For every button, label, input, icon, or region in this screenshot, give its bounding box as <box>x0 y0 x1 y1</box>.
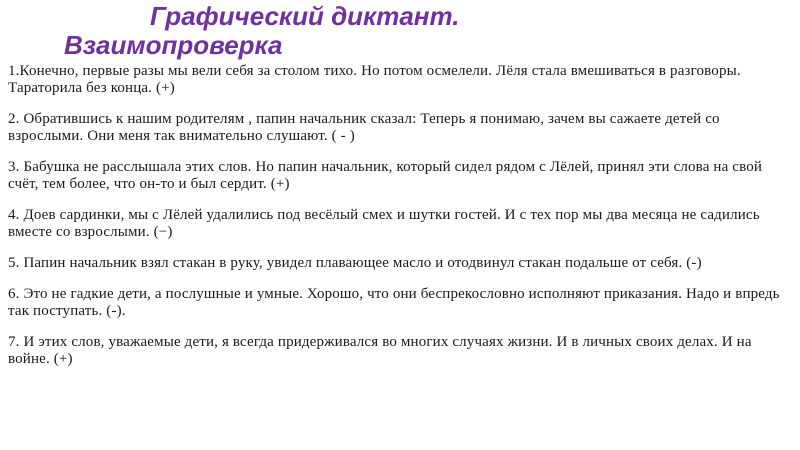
dictation-item-1: 1.Конечно, первые разы мы вели себя за столом тихо. Но потом осмелели. Лёля стала вмешиваться в разговоры. Тараторила без конца. (+) <box>8 63 741 96</box>
dictation-item-6: 6. Это не гадкие дети, а послушные и умные. Хорошо, что они беспрекословно исполняют приказания. Надо и впредь так поступать. (-). <box>8 286 780 319</box>
dictation-list <box>8 63 794 382</box>
dictation-item-5: 5. Папин начальник взял стакан в руку, увидел плавающее масло и отодвинул стакан подальше от себя. (-) <box>8 255 702 271</box>
dictation-item-7: 7. И этих слов, уважаемые дети, я всегда придерживался во многих случаях жизни. И в личных своих делах. И на войне. (+) <box>8 334 752 367</box>
dictation-item-2: 2. Обратившись к нашим родителям , папин начальник сказал: Теперь я понимаю, зачем вы сажаете детей со взрослыми. Они меня так внимательно слушают. ( - ) <box>8 111 720 144</box>
title-line-1: Графический диктант. <box>150 1 460 31</box>
dictation-item-4: 4. Доев сардинки, мы с Лёлей удалились под весёлый смех и шутки гостей. И с тех пор мы два месяца не садились вместе со взрослыми. (−) <box>8 207 760 240</box>
title-line-2: Взаимопроверка <box>64 30 283 60</box>
dictation-item-3: 3. Бабушка не расслышала этих слов. Но папин начальник, который сидел рядом с Лёлей, принял эти слова на свой счёт, тем более, что он-то и был сердит. (+) <box>8 159 763 192</box>
